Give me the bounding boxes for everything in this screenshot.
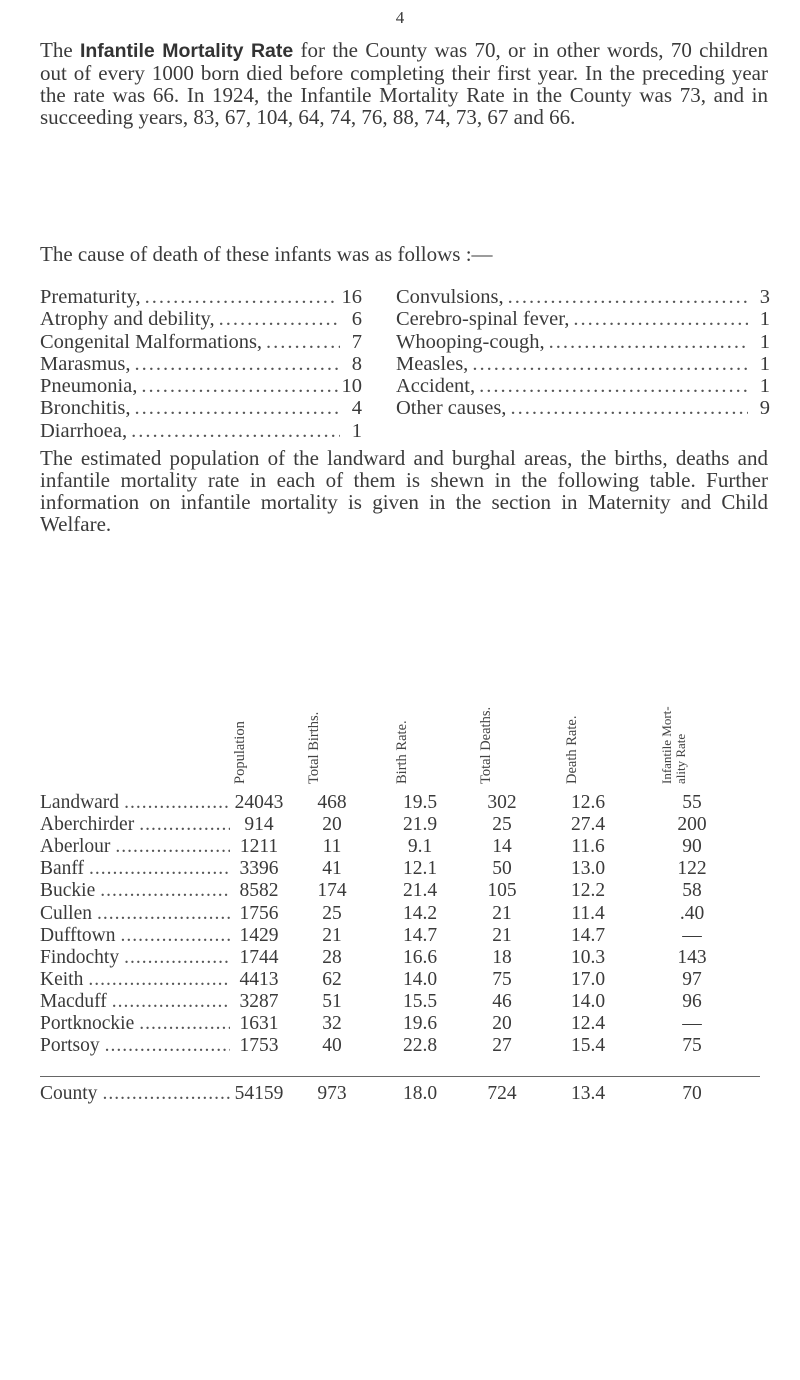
leader-dots bbox=[219, 308, 340, 330]
cause-count: 1 bbox=[759, 375, 770, 398]
birth-rate-cell: 14.2 bbox=[402, 902, 438, 924]
header-total-deaths: Total Deaths. bbox=[478, 706, 494, 784]
leader-dots bbox=[479, 375, 748, 397]
table-row bbox=[40, 836, 770, 858]
cause-row bbox=[40, 375, 362, 397]
birth-rate-cell: 15.5 bbox=[402, 990, 438, 1012]
births-cell: 20 bbox=[322, 814, 342, 836]
header-imr-line2: ality Rate bbox=[673, 733, 688, 784]
deaths-cell: 21 bbox=[492, 902, 512, 924]
deaths-cell: 21 bbox=[492, 924, 512, 946]
births-cell: 62 bbox=[322, 968, 342, 990]
population-cell: 1211 bbox=[239, 836, 279, 858]
cause-name: Other causes, bbox=[396, 397, 507, 420]
table-row bbox=[40, 1013, 770, 1035]
cause-count: 6 bbox=[351, 308, 362, 331]
leader-dots bbox=[135, 353, 340, 375]
death-rate-cell: 14.0 bbox=[570, 990, 606, 1012]
births-cell: 21 bbox=[322, 924, 342, 946]
death-rate-cell: 13.4 bbox=[570, 1083, 606, 1104]
place-cell: Aberlour ..... bbox=[40, 836, 230, 858]
bold-term: Infantile Mortality Rate bbox=[79, 40, 294, 62]
cause-row bbox=[396, 353, 770, 375]
leader-dots bbox=[145, 286, 338, 308]
leader-dots bbox=[131, 420, 340, 442]
imr-cell: 143 bbox=[677, 946, 707, 968]
table-row bbox=[40, 792, 770, 814]
table-row bbox=[40, 947, 770, 969]
table-row bbox=[40, 858, 770, 880]
cause-row bbox=[396, 331, 770, 353]
cause-name: Diarrhoea, bbox=[40, 419, 128, 442]
cause-count: 9 bbox=[759, 397, 770, 420]
imr-cell: 58 bbox=[682, 880, 702, 902]
births-cell: 40 bbox=[322, 1035, 342, 1057]
place-cell: Portsoy ..... bbox=[40, 1035, 230, 1057]
population-cell: 1756 bbox=[239, 902, 279, 924]
cause-name: Pneumonia, bbox=[40, 375, 138, 398]
deaths-cell: 105 bbox=[487, 880, 517, 902]
deaths-cell: 14 bbox=[492, 836, 512, 858]
population-intro: The estimated population of the landward and burghal areas, the births, deaths and infantile mortality rate in each of them is shewn in the following table. Further information on infantile mortality is given in the section in Maternity and Child Welfare. bbox=[40, 446, 768, 536]
place-cell: Cullen ..... bbox=[40, 903, 230, 925]
population-cell: 3287 bbox=[239, 990, 279, 1012]
deaths-cell: 18 bbox=[492, 946, 512, 968]
imr-cell: 75 bbox=[682, 1035, 702, 1057]
page-number: 4 bbox=[395, 8, 405, 27]
leader-dots bbox=[508, 286, 748, 308]
population-cell: 1631 bbox=[239, 1013, 279, 1034]
death-rate-cell: 12.2 bbox=[570, 880, 606, 902]
death-rate-cell: 10.3 bbox=[570, 946, 606, 968]
cause-count: 7 bbox=[351, 330, 362, 353]
births-cell: 41 bbox=[322, 858, 342, 880]
deaths-cell: 46 bbox=[492, 990, 512, 1012]
births-cell: 174 bbox=[317, 880, 347, 902]
death-rate-cell: 14.7 bbox=[570, 924, 606, 946]
causes-intro: The cause of death of these infants was as follows :— bbox=[40, 242, 493, 266]
births-cell: 51 bbox=[322, 990, 342, 1012]
header-birth-rate: Birth Rate. bbox=[394, 720, 410, 784]
place-cell: Findochty ..... bbox=[40, 947, 230, 969]
birth-rate-cell: 22.8 bbox=[402, 1035, 438, 1057]
population-cell: 4413 bbox=[239, 968, 279, 990]
place-cell: Keith ..... bbox=[40, 969, 230, 991]
birth-rate-cell: 19.6 bbox=[402, 1013, 438, 1034]
place-cell: Buckie ..... bbox=[40, 880, 230, 902]
deaths-cell: 20 bbox=[492, 1013, 512, 1034]
births-cell: 973 bbox=[317, 1083, 347, 1104]
cause-row bbox=[396, 308, 770, 330]
table-row bbox=[40, 1035, 770, 1057]
cause-name: Convulsions, bbox=[396, 286, 504, 308]
imr-cell: 97 bbox=[682, 968, 702, 990]
cause-name: Marasmus, bbox=[40, 352, 131, 375]
place-cell: Aberchirder ..... bbox=[40, 814, 230, 836]
cause-row bbox=[396, 286, 770, 308]
death-rate-cell: 15.4 bbox=[570, 1035, 606, 1057]
cause-row bbox=[40, 420, 362, 442]
birth-rate-cell: 12.1 bbox=[402, 858, 438, 880]
birth-rate-cell: 14.7 bbox=[402, 924, 438, 946]
cause-name: Cerebro-spinal fever, bbox=[396, 308, 570, 331]
births-cell: 11 bbox=[322, 836, 342, 858]
cause-row bbox=[40, 353, 362, 375]
deaths-cell: 302 bbox=[487, 792, 517, 813]
imr-cell: 55 bbox=[682, 792, 702, 813]
imr-cell: 122 bbox=[677, 858, 707, 880]
place-cell: Landward ..... bbox=[40, 792, 230, 814]
deaths-cell: 724 bbox=[487, 1083, 517, 1104]
imr-cell: 70 bbox=[682, 1083, 702, 1104]
births-cell: 468 bbox=[317, 792, 347, 813]
cause-count: 10 bbox=[341, 375, 362, 398]
cause-count: 1 bbox=[351, 419, 362, 442]
cause-name: Prematurity, bbox=[40, 286, 141, 308]
deaths-cell: 27 bbox=[492, 1035, 512, 1057]
cause-row bbox=[396, 375, 770, 397]
population-cell: 1753 bbox=[239, 1035, 279, 1057]
deaths-cell: 50 bbox=[492, 858, 512, 880]
leader-dots bbox=[141, 375, 337, 397]
cause-row bbox=[40, 397, 362, 419]
population-cell: 1429 bbox=[239, 924, 279, 946]
death-rate-cell: 12.6 bbox=[570, 792, 606, 813]
cause-name: Bronchitis, bbox=[40, 397, 131, 420]
table-row bbox=[40, 1083, 770, 1105]
cause-count: 1 bbox=[759, 330, 770, 353]
death-rate-cell: 13.0 bbox=[570, 858, 606, 880]
cause-row bbox=[40, 331, 362, 353]
table-row bbox=[40, 925, 770, 947]
causes-left-column bbox=[40, 286, 362, 442]
infantile-mortality-paragraph: The Infantile Mortality Rate for the County was 70, or in other words, 70 children out of every 1000 born died before completing their first year. In the preceding year the rate was 66. In 1924, the Infantile Mortality Rate in the County was 73, and in succeeding years, 83, 67, 104, 64, 74, 76, 88, 74, 73, 67 and 66. bbox=[40, 38, 768, 129]
header-death-rate: Death Rate. bbox=[564, 715, 580, 784]
imr-cell: — bbox=[682, 1013, 702, 1034]
birth-rate-cell: 19.5 bbox=[402, 792, 438, 813]
birth-rate-cell: 14.0 bbox=[402, 968, 438, 990]
death-rate-cell: 11.4 bbox=[571, 902, 605, 924]
birth-rate-cell: 21.4 bbox=[402, 880, 438, 902]
imr-cell: 90 bbox=[682, 836, 702, 858]
cause-name: Accident, bbox=[396, 375, 476, 398]
leader-dots bbox=[472, 353, 748, 375]
death-rate-cell: 17.0 bbox=[570, 968, 606, 990]
birth-rate-cell: 9.1 bbox=[407, 836, 433, 858]
causes-right-column bbox=[396, 286, 770, 420]
total-rule bbox=[40, 1076, 760, 1077]
leader-dots bbox=[573, 308, 748, 330]
death-rate-cell: 11.6 bbox=[571, 836, 605, 858]
cause-count: 16 bbox=[341, 286, 362, 308]
place-cell: Dufftown ..... bbox=[40, 925, 230, 947]
table-row bbox=[40, 903, 770, 925]
place-cell: County ..... bbox=[40, 1083, 230, 1105]
cause-row bbox=[40, 286, 362, 308]
cause-count: 3 bbox=[759, 286, 770, 308]
imr-cell: 200 bbox=[677, 814, 707, 836]
table-row bbox=[40, 991, 770, 1013]
population-cell: 914 bbox=[244, 814, 274, 836]
cause-count: 1 bbox=[759, 308, 770, 331]
cause-name: Whooping-cough, bbox=[396, 330, 545, 353]
births-cell: 32 bbox=[322, 1013, 342, 1034]
imr-cell: 96 bbox=[682, 990, 702, 1012]
death-rate-cell: 12.4 bbox=[570, 1013, 606, 1034]
births-cell: 28 bbox=[322, 946, 342, 968]
cause-name: Congenital Malformations, bbox=[40, 330, 263, 353]
table-row bbox=[40, 814, 770, 836]
cause-row bbox=[396, 397, 770, 419]
population-cell: 24043 bbox=[234, 792, 284, 813]
cause-name: Atrophy and debility, bbox=[40, 308, 215, 331]
header-population: Population bbox=[232, 721, 248, 784]
place-cell: Banff ..... bbox=[40, 858, 230, 880]
header-imr-line1: Infantile Mort- bbox=[659, 706, 674, 784]
leader-dots bbox=[510, 397, 748, 419]
table-row bbox=[40, 969, 770, 991]
leader-dots bbox=[135, 397, 340, 419]
death-rate-cell: 27.4 bbox=[570, 814, 606, 836]
header-total-births: Total Births. bbox=[306, 711, 322, 784]
leader-dots bbox=[266, 331, 340, 353]
birth-rate-cell: 21.9 bbox=[402, 814, 438, 836]
population-cell: 8582 bbox=[239, 880, 279, 902]
place-cell: Portknockie ..... bbox=[40, 1013, 230, 1035]
cause-row bbox=[40, 308, 362, 330]
deaths-cell: 25 bbox=[492, 814, 512, 836]
cause-name: Measles, bbox=[396, 352, 469, 375]
leader-dots bbox=[549, 331, 748, 353]
cause-count: 1 bbox=[759, 352, 770, 375]
place-cell: Macduff ..... bbox=[40, 991, 230, 1013]
imr-cell: .40 bbox=[679, 902, 705, 924]
cause-count: 4 bbox=[351, 397, 362, 420]
population-cell: 3396 bbox=[239, 858, 279, 880]
population-cell: 1744 bbox=[239, 946, 279, 968]
birth-rate-cell: 18.0 bbox=[402, 1083, 438, 1104]
population-cell: 54159 bbox=[234, 1083, 284, 1104]
table-row bbox=[40, 880, 770, 902]
birth-rate-cell: 16.6 bbox=[402, 946, 438, 968]
imr-cell: — bbox=[682, 924, 702, 946]
cause-count: 8 bbox=[351, 352, 362, 375]
births-cell: 25 bbox=[322, 902, 342, 924]
deaths-cell: 75 bbox=[492, 968, 512, 990]
